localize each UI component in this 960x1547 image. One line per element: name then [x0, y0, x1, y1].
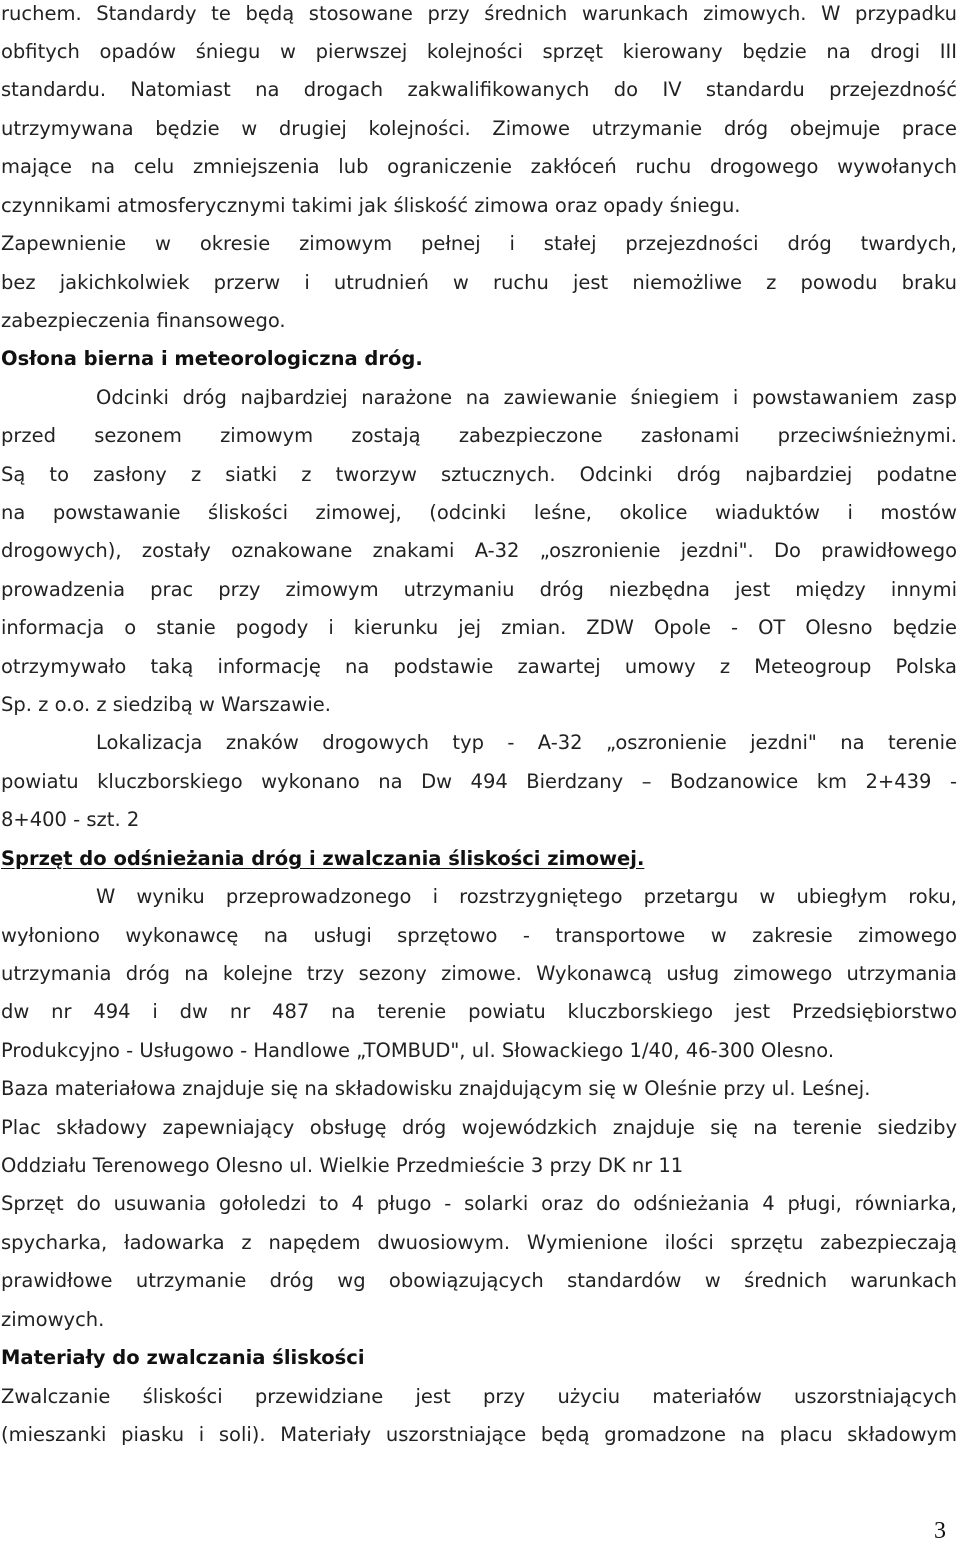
text-line: Zwalczanie śliskości przewidziane jest przy użyciu materiałów uszorstniających — [1, 1385, 957, 1408]
text-line: Baza materiałowa znajduje się na składowisku znajdującym się w Oleśnie przy ul. Leśnej. — [1, 1077, 871, 1100]
text-line: przed sezonem zimowym zostają zabezpieczone zasłonami przeciwśnieżnymi. — [1, 424, 957, 447]
section-heading: Materiały do zwalczania śliskości — [1, 1346, 365, 1369]
text-line: czynnikami atmosferycznymi takimi jak śliskość zimowa oraz opady śniegu. — [1, 194, 741, 217]
text-line: (mieszanki piasku i soli). Materiały uszorstniające będą gromadzone na placu składowym — [1, 1423, 957, 1446]
text-line: Sprzęt do usuwania gołoledzi to 4 pługo - solarki oraz do odśnieżania 4 pługi, równiarka, — [1, 1192, 957, 1215]
text-line: Odcinki dróg najbardziej narażone na zawiewanie śniegiem i powstawaniem zasp — [96, 386, 957, 409]
text-line: mające na celu zmniejszenia lub ograniczenie zakłóceń ruchu drogowego wywołanych — [1, 155, 957, 178]
text-line: obfitych opadów śniegu w pierwszej kolejności sprzęt kierowany będzie na drogi III — [1, 40, 957, 63]
text-line: Plac składowy zapewniający obsługę dróg wojewódzkich znajduje się na terenie siedziby — [1, 1116, 957, 1139]
text-line: standardu. Natomiast na drogach zakwalifikowanych do IV standardu przejezdność — [1, 78, 957, 101]
section-heading: Sprzęt do odśnieżania dróg i zwalczania śliskości zimowej. — [1, 847, 645, 870]
text-line: informacja o stanie pogody i kierunku jej zmian. ZDW Opole - OT Olesno będzie — [1, 616, 957, 639]
text-line: utrzymania dróg na kolejne trzy sezony zimowe. Wykonawcą usług zimowego utrzymania — [1, 962, 957, 985]
section-heading: Osłona bierna i meteorologiczna dróg. — [1, 347, 423, 370]
text-line: bez jakichkolwiek przerw i utrudnień w ruchu jest niemożliwe z powodu braku — [1, 271, 957, 294]
text-line: drogowych), zostały oznakowane znakami A-32 „oszronienie jezdni". Do prawidłowego — [1, 539, 957, 562]
text-line: zabezpieczenia finansowego. — [1, 309, 286, 332]
text-line: Lokalizacja znaków drogowych typ - A-32 „oszronienie jezdni" na terenie — [96, 731, 957, 754]
text-line: prowadzenia prac przy zimowym utrzymaniu dróg niezbędna jest między innymi — [1, 578, 957, 601]
text-line: na powstawanie śliskości zimowej, (odcinki leśne, okolice wiaduktów i mostów — [1, 501, 957, 524]
text-line: powiatu kluczborskiego wykonano na Dw 494 Bierdzany – Bodzanowice km 2+439 - — [1, 770, 957, 793]
text-line: Produkcyjno - Usługowo - Handlowe „TOMBUD", ul. Słowackiego 1/40, 46-300 Olesno. — [1, 1039, 835, 1062]
text-line: dw nr 494 i dw nr 487 na terenie powiatu kluczborskiego jest Przedsiębiorstwo — [1, 1000, 957, 1023]
text-line: prawidłowe utrzymanie dróg wg obowiązujących standardów w średnich warunkach — [1, 1269, 957, 1292]
text-line: wyłoniono wykonawcę na usługi sprzętowo - transportowe w zakresie zimowego — [1, 924, 957, 947]
text-line: otrzymywało taką informację na podstawie zawartej umowy z Meteogroup Polska — [1, 655, 957, 678]
text-line: W wyniku przeprowadzonego i rozstrzygniętego przetargu w ubiegłym roku, — [96, 885, 957, 908]
text-line: zimowych. — [1, 1308, 105, 1331]
text-line: spycharka, ładowarka z napędem dwuosiowym. Wymienione ilości sprzętu zabezpieczają — [1, 1231, 957, 1254]
text-line: ruchem. Standardy te będą stosowane przy średnich warunkach zimowych. W przypadku — [1, 2, 957, 25]
text-line: 8+400 - szt. 2 — [1, 808, 140, 831]
text-line: Są to zasłony z siatki z tworzyw sztucznych. Odcinki dróg najbardziej podatne — [1, 463, 957, 486]
text-line: Oddziału Terenowego Olesno ul. Wielkie Przedmieście 3 przy DK nr 11 — [1, 1154, 684, 1177]
text-line: Zapewnienie w okresie zimowym pełnej i stałej przejezdności dróg twardych, — [1, 232, 957, 255]
page-number: 3 — [934, 1518, 946, 1544]
text-line: utrzymywana będzie w drugiej kolejności. Zimowe utrzymanie dróg obejmuje prace — [1, 117, 957, 140]
text-line: Sp. z o.o. z siedzibą w Warszawie. — [1, 693, 331, 716]
